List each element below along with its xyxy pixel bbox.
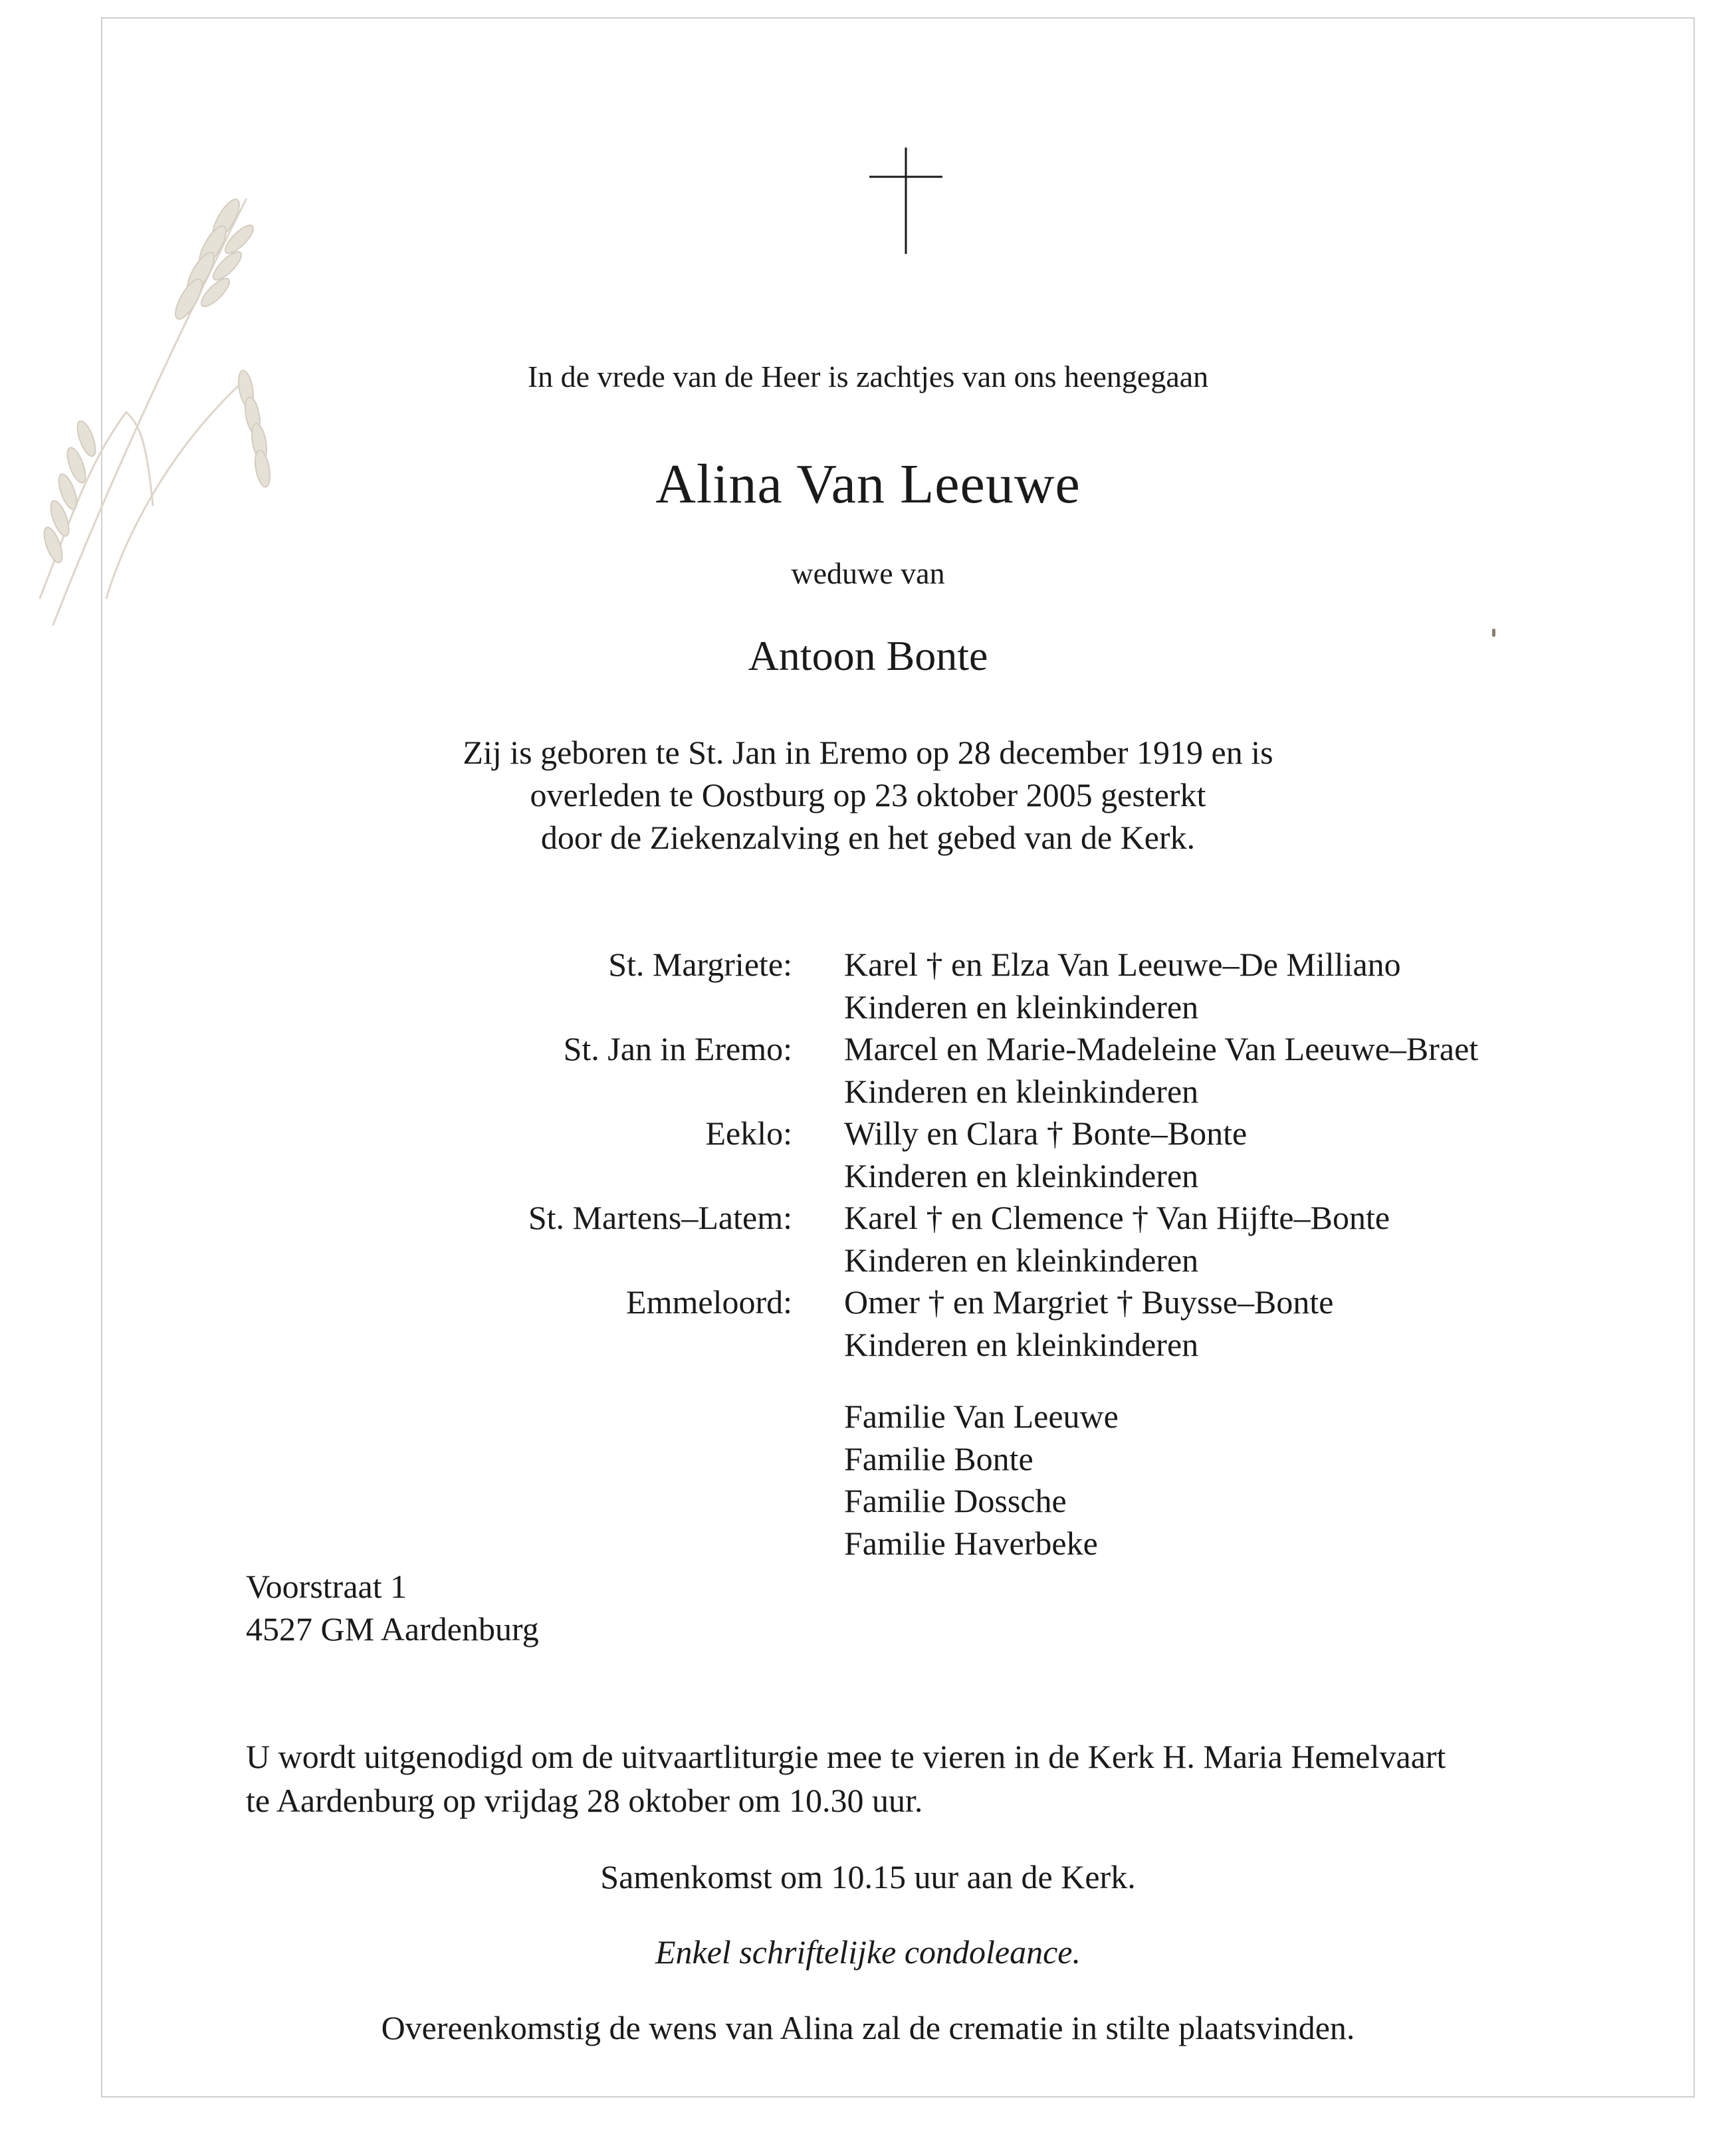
mourner-names: Karel † en Elza Van Leeuwe–De Milliano xyxy=(844,946,1401,983)
address-street: Voorstraat 1 xyxy=(246,1568,407,1605)
family-name: Familie Haverbeke xyxy=(844,1524,1098,1562)
mourner-place: Emmeloord: xyxy=(626,1283,792,1321)
mourner-place: St. Margriete: xyxy=(608,946,792,983)
condolence-note: Enkel schriftelijke condoleance. xyxy=(655,1933,1081,1971)
life-line: Zij is geboren te St. Jan in Eremo op 28 december 1919 en is xyxy=(463,734,1273,771)
address-city: 4527 GM Aardenburg xyxy=(246,1610,539,1648)
mourner-entry xyxy=(0,944,1736,1028)
cremation-note: Overeenkomstig de wens van Alina zal de crematie in stilte plaatsvinden. xyxy=(381,2009,1355,2046)
intro-line: In de vrede van de Heer is zachtjes van ons heengegaan xyxy=(527,360,1209,393)
family-name: Familie Dossche xyxy=(844,1482,1067,1519)
funeral-invitation xyxy=(246,1735,1446,1822)
mourner-entry xyxy=(0,1281,1736,1366)
latin-cross-icon xyxy=(869,148,942,254)
family-name: Familie Van Leeuwe xyxy=(844,1398,1119,1435)
extended-families xyxy=(844,1396,1119,1564)
invitation-line: te Aardenburg op vrijdag 28 oktober om 10.30 uur. xyxy=(246,1782,923,1819)
life-line: door de Ziekenzalving en het gebed van de Kerk. xyxy=(540,819,1196,856)
mourner-entry xyxy=(0,1028,1736,1113)
mourner-names: Marcel en Marie-Madeleine Van Leeuwe–Braet xyxy=(844,1030,1479,1067)
mourner-descendants: Kinderen en kleinkinderen xyxy=(844,988,1199,1025)
correspondence-address xyxy=(246,1565,539,1650)
life-line: overleden te Oostburg op 23 oktober 2005 gesterkt xyxy=(530,776,1206,813)
deceased-name: Alina Van Leeuwe xyxy=(655,453,1081,515)
mourner-descendants: Kinderen en kleinkinderen xyxy=(844,1241,1199,1279)
mourner-entry xyxy=(0,1197,1736,1281)
mourner-descendants: Kinderen en kleinkinderen xyxy=(844,1325,1199,1363)
mourner-names: Karel † en Clemence † Van Hijfte–Bonte xyxy=(844,1199,1390,1236)
mourner-place: St. Jan in Eremo: xyxy=(563,1030,792,1067)
mourner-place: Eeklo: xyxy=(705,1115,792,1152)
mourner-names: Willy en Clara † Bonte–Bonte xyxy=(844,1115,1248,1152)
relation-text: weduwe van xyxy=(791,556,945,590)
life-details xyxy=(0,731,1736,859)
paper-speck xyxy=(1492,629,1495,637)
invitation-line: U wordt uitgenodigd om de uitvaartliturgie mee te vieren in de Kerk H. Maria Hemelvaart xyxy=(246,1738,1446,1775)
spouse-name: Antoon Bonte xyxy=(748,632,988,679)
mourner-descendants: Kinderen en kleinkinderen xyxy=(844,1072,1199,1110)
mourner-place: St. Martens–Latem: xyxy=(528,1199,792,1236)
mourner-descendants: Kinderen en kleinkinderen xyxy=(844,1156,1199,1194)
mourner-entry xyxy=(0,1113,1736,1197)
mourner-names: Omer † en Margriet † Buysse–Bonte xyxy=(844,1283,1334,1321)
mourners-list xyxy=(0,944,1736,1366)
gathering-note: Samenkomst om 10.15 uur aan de Kerk. xyxy=(600,1858,1136,1895)
family-name: Familie Bonte xyxy=(844,1440,1033,1477)
